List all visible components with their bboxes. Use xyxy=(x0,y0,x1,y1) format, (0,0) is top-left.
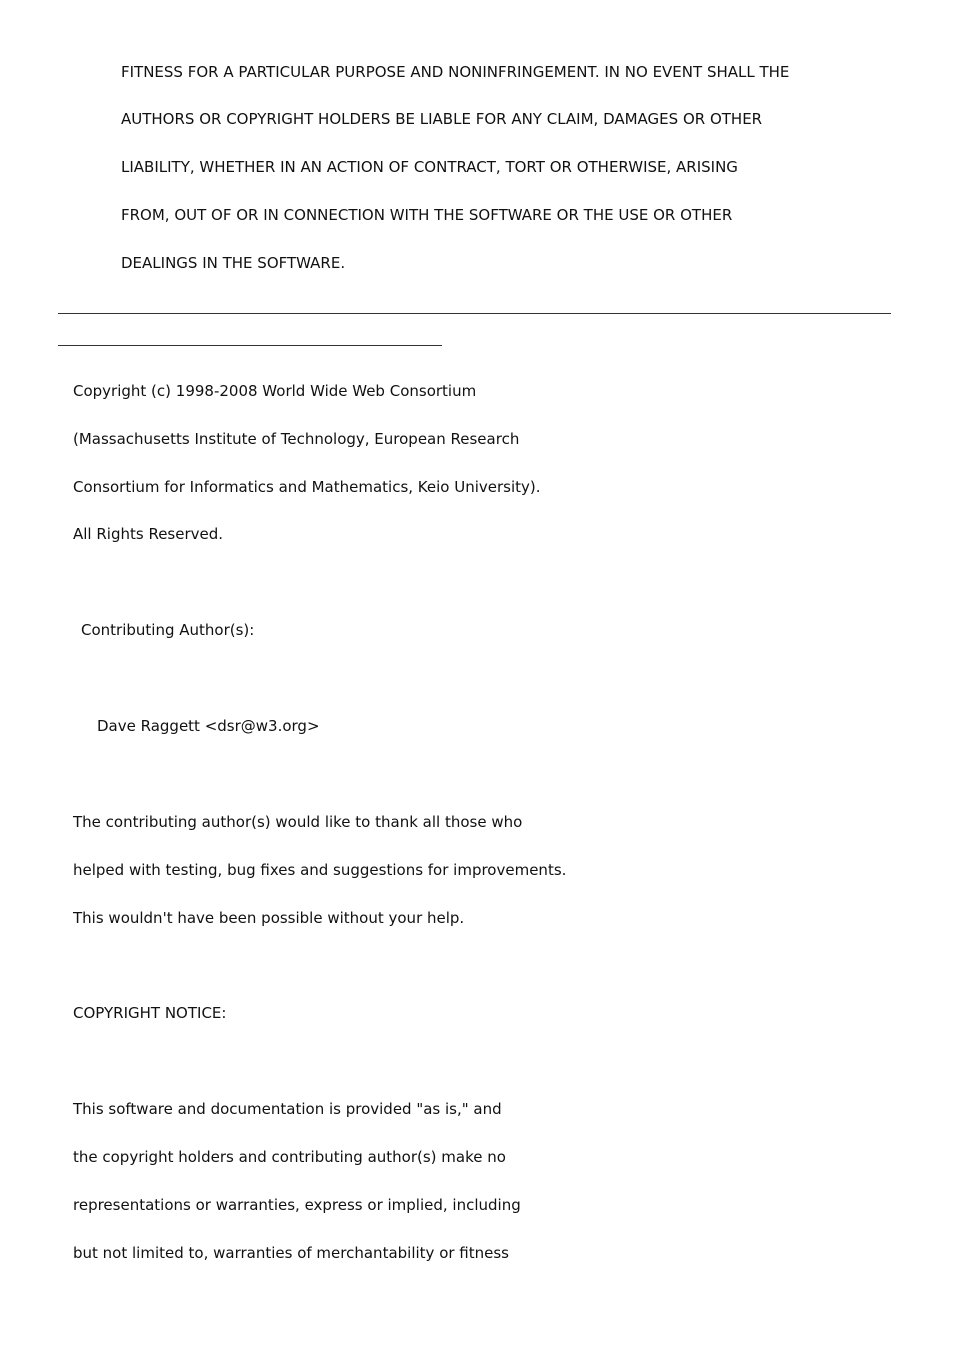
separator-rule-short xyxy=(58,345,442,346)
notice-line: but not limited to, warranties of merchantability or fitness xyxy=(73,1244,509,1262)
notice-line: This software and documentation is provided "as is," and xyxy=(73,1100,502,1118)
license-line: LIABILITY, WHETHER IN AN ACTION OF CONTRACT, TORT OR OTHERWISE, ARISING xyxy=(121,158,738,176)
license-line: DEALINGS IN THE SOFTWARE. xyxy=(121,254,346,272)
license-line: AUTHORS OR COPYRIGHT HOLDERS BE LIABLE FOR ANY CLAIM, DAMAGES OR OTHER xyxy=(121,110,763,128)
copyright-line: All Rights Reserved. xyxy=(73,525,224,543)
notice-line: the copyright holders and contributing author(s) make no xyxy=(73,1148,506,1166)
notice-heading: COPYRIGHT NOTICE: xyxy=(73,1004,227,1022)
copyright-line: Copyright (c) 1998-2008 World Wide Web Consortium xyxy=(73,382,477,400)
license-line: FITNESS FOR A PARTICULAR PURPOSE AND NONINFRINGEMENT. IN NO EVENT SHALL THE xyxy=(121,63,790,81)
contributing-heading: Contributing Author(s): xyxy=(81,621,255,639)
separator-rule xyxy=(58,313,891,314)
copyright-line: (Massachusetts Institute of Technology, European Research xyxy=(73,430,520,448)
notice-line: representations or warranties, express or implied, including xyxy=(73,1196,521,1214)
copyright-line: Consortium for Informatics and Mathematics, Keio University). xyxy=(73,478,541,496)
thanks-line: This wouldn't have been possible without your help. xyxy=(73,909,465,927)
thanks-line: helped with testing, bug fixes and suggestions for improvements. xyxy=(73,861,567,879)
license-line: FROM, OUT OF OR IN CONNECTION WITH THE SOFTWARE OR THE USE OR OTHER xyxy=(121,206,733,224)
thanks-line: The contributing author(s) would like to thank all those who xyxy=(73,813,523,831)
author-line: Dave Raggett <dsr@w3.org> xyxy=(97,717,320,735)
